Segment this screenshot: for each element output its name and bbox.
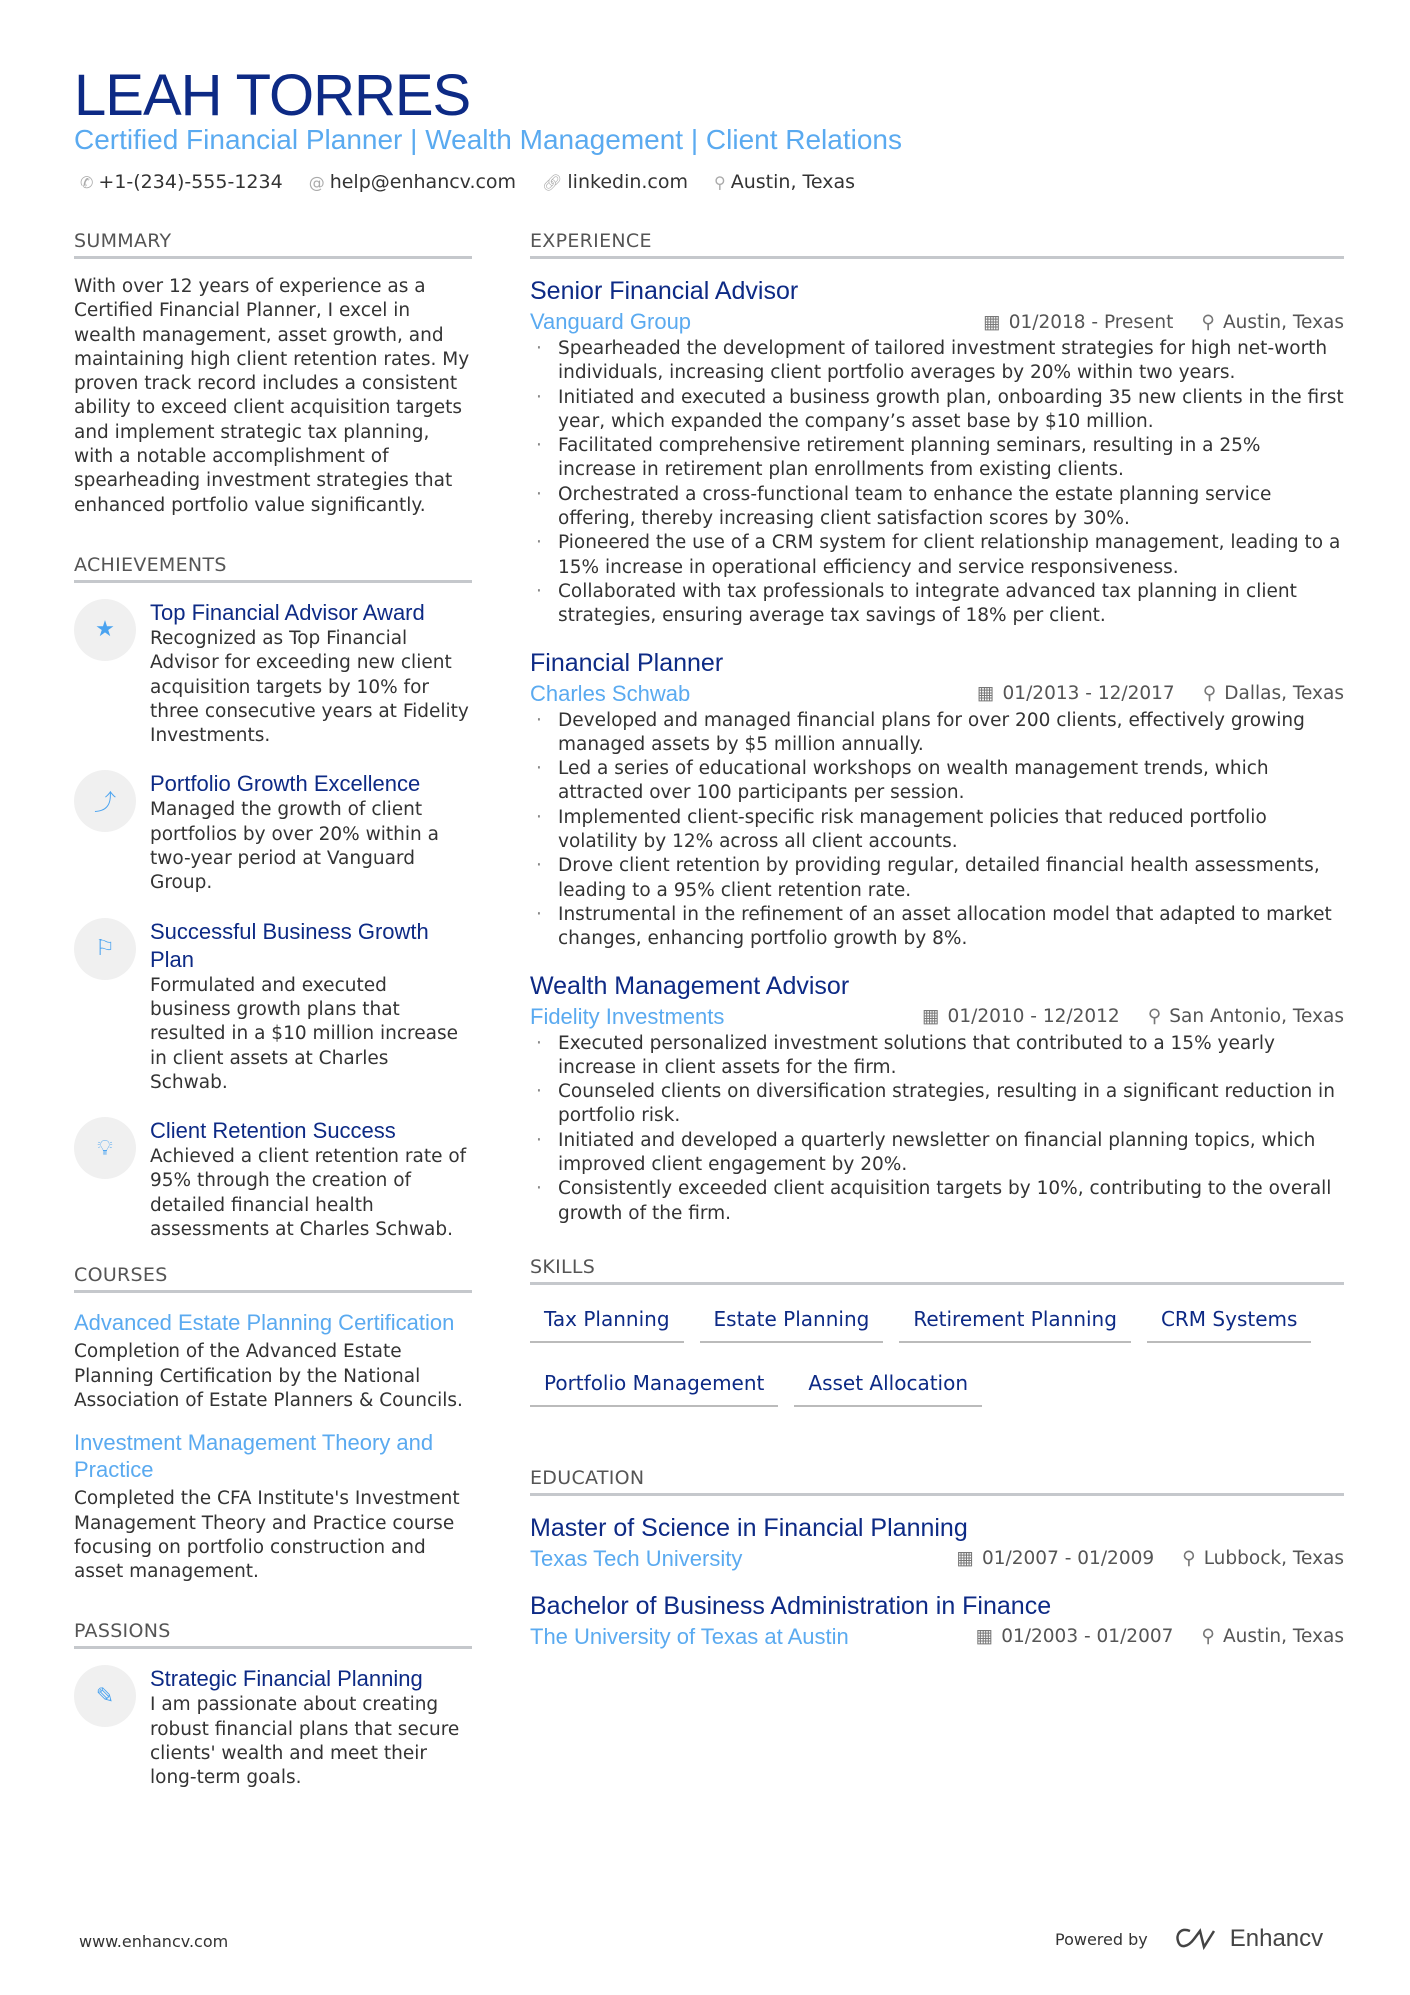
- footer-branding: [1055, 1925, 1323, 1953]
- location-text: Austin, Texas: [1222, 1626, 1344, 1648]
- job-bullet: · Consistently exceeded client acquisition targets by 10%, contributing to the overall growth of the firm.: [530, 1177, 1344, 1226]
- skill-tag: CRM Systems: [1147, 1301, 1311, 1343]
- summary-section: [74, 230, 472, 518]
- job-bullet: · Orchestrated a cross-functional team to enhance the estate planning service offering, thereby increasing client satisfaction scores by 30%.: [530, 483, 1344, 532]
- location-pin-icon: ⚲: [1202, 683, 1217, 705]
- link-text[interactable]: linkedin.com: [567, 171, 689, 193]
- location-text: San Antonio, Texas: [1169, 1006, 1344, 1028]
- skill-tag: Asset Allocation: [794, 1365, 982, 1407]
- location-pin-icon: ⚲: [1201, 1626, 1215, 1648]
- edu-location: [1182, 1548, 1344, 1569]
- location-pin-icon: ⚲: [1201, 311, 1215, 333]
- location-text: Lubbock, Texas: [1203, 1548, 1344, 1570]
- achievement-item: [74, 918, 472, 1095]
- footer-website[interactable]: www.enhancv.com: [79, 1932, 229, 1951]
- job-bullet: · Instrumental in the refinement of an asset allocation model that adapted to market changes, enhancing portfolio growth by 8%.: [530, 903, 1344, 952]
- job-bullet: · Spearheaded the development of tailored investment strategies for high net-worth individuals, increasing client portfolio averages by 20% within two years.: [530, 337, 1344, 386]
- calendar-icon: ▦: [983, 311, 1001, 333]
- course-title: Advanced Estate Planning Certification: [74, 1310, 455, 1336]
- degree-title: Master of Science in Financial Planning: [530, 1513, 968, 1542]
- job-bullet: · Facilitated comprehensive retirement planning seminars, resulting in a 25% increase in retirement plan enrollments from existing clients.: [530, 434, 1344, 483]
- passions-section: [74, 1620, 472, 1790]
- location-text: Austin, Texas: [730, 171, 856, 193]
- flag-icon: ⚐: [74, 918, 136, 980]
- achievement-item: [74, 599, 472, 748]
- job-location: [1203, 683, 1344, 704]
- education-entry: [530, 1512, 1344, 1572]
- edu-dates: [957, 1548, 1155, 1569]
- edu-dates: [976, 1626, 1174, 1647]
- school-name: Texas Tech University: [530, 1545, 743, 1571]
- job-entry: [530, 970, 1344, 1226]
- contact-email[interactable]: [309, 171, 516, 193]
- dates-text: 01/2018 - Present: [1008, 311, 1174, 333]
- dates-text: 01/2007 - 01/2009: [981, 1548, 1155, 1570]
- section-heading: EXPERIENCE: [530, 230, 1344, 259]
- contact-link[interactable]: [542, 171, 688, 193]
- achievement-title: Client Retention Success: [150, 1118, 396, 1144]
- job-dates: [983, 312, 1173, 333]
- course-text: Completed the CFA Institute's Investment Management Theory and Practice course focusing on portfolio construction and asset management.: [74, 1488, 460, 1583]
- section-heading: ACHIEVEMENTS: [74, 554, 472, 583]
- education-entry: [530, 1590, 1344, 1650]
- calendar-icon: ▦: [922, 1006, 940, 1028]
- achievement-text: Managed the growth of client portfolios by over 20% within a two-year period at Vanguard Group.: [150, 799, 439, 894]
- lightbulb-icon: 💡︎: [74, 1117, 136, 1179]
- experience-section: [530, 230, 1344, 1226]
- job-title: Financial Planner: [530, 648, 724, 677]
- achievements-section: [74, 554, 472, 1242]
- job-entry: [530, 275, 1344, 629]
- achievement-item: [74, 770, 472, 895]
- achievement-text: Recognized as Top Financial Advisor for exceeding new client acquisition targets by 10% for three consecutive years at Fidelity Investments.: [150, 627, 469, 747]
- location-text: Austin, Texas: [1222, 311, 1344, 333]
- job-bullet: · Pioneered the use of a CRM system for client relationship management, leading to a 15% increase in operational efficiency and service responsiveness.: [530, 531, 1344, 580]
- location-pin-icon: ⚲: [1147, 1006, 1162, 1028]
- job-bullet: · Collaborated with tax professionals to integrate advanced tax planning in client strategies, ensuring average tax savings of 18% per client.: [530, 580, 1344, 629]
- job-dates: [922, 1006, 1120, 1027]
- powered-by-text: Powered by: [1055, 1929, 1148, 1949]
- skill-tag: Tax Planning: [530, 1301, 684, 1343]
- section-heading: EDUCATION: [530, 1467, 1344, 1496]
- course-text: Completion of the Advanced Estate Planning Certification by the National Association of Estate Planners & Councils.: [74, 1341, 463, 1411]
- at-icon: @: [308, 173, 325, 192]
- achievement-title: Top Financial Advisor Award: [150, 599, 425, 625]
- contact-location: [714, 171, 855, 193]
- passion-item: [74, 1665, 472, 1790]
- summary-text: With over 12 years of experience as a Certified Financial Planner, I excel in wealth management, asset growth, and maintaining high client retention rates. My proven track record includes a consistent ability to exceed client acquisition targets and implement strategic tax planning, with a notable accomplishment of spearheading investment strategies that enhanced portfolio value significantly.: [74, 276, 470, 516]
- candidate-title: Certified Financial Planner | Wealth Management | Client Relations: [74, 124, 902, 155]
- magic-wand-icon: ✎: [74, 1665, 136, 1727]
- job-entry: [530, 647, 1344, 952]
- dates-text: 01/2013 - 12/2017: [1002, 683, 1175, 705]
- job-location: [1148, 1006, 1344, 1027]
- company-name: Fidelity Investments: [530, 1003, 725, 1029]
- dates-text: 01/2003 - 01/2007: [1001, 1626, 1174, 1648]
- achievement-text: Achieved a client retention rate of 95% through the creation of detailed financial health assessments at Charles Schwab.: [150, 1146, 467, 1241]
- job-bullet: · Counseled clients on diversification strategies, resulting in a significant reduction in portfolio risk.: [530, 1080, 1344, 1129]
- email-text[interactable]: help@enhancv.com: [329, 171, 517, 193]
- location-text: Dallas, Texas: [1224, 683, 1344, 705]
- degree-title: Bachelor of Business Administration in Finance: [530, 1591, 1052, 1620]
- calendar-icon: ▦: [956, 1548, 974, 1570]
- achievement-title: Successful Business Growth Plan: [150, 918, 429, 972]
- location-pin-icon: ⚲: [714, 173, 726, 192]
- course-item: [74, 1309, 472, 1413]
- company-name: Vanguard Group: [530, 309, 692, 334]
- job-title: Senior Financial Advisor: [530, 277, 799, 305]
- job-bullet: · Implemented client-specific risk management policies that reduced portfolio volatility by 12% across all client accounts.: [530, 806, 1344, 855]
- achievement-item: [74, 1117, 472, 1242]
- passion-title: Strategic Financial Planning: [150, 1666, 423, 1692]
- job-bullet: · Executed personalized investment solutions that contributed to a 15% yearly increase in client assets for the firm.: [530, 1032, 1344, 1081]
- job-bullet: · Drove client retention by providing regular, detailed financial health assessments, leading to a 95% client retention rate.: [530, 854, 1344, 903]
- right-column: [530, 230, 1344, 1668]
- job-dates: [977, 683, 1175, 704]
- passion-text: I am passionate about creating robust financial plans that secure clients' wealth and meet their long-term goals.: [150, 1694, 460, 1789]
- strategy-icon: ⤴: [74, 770, 136, 832]
- section-heading: SKILLS: [530, 1256, 1344, 1285]
- section-heading: COURSES: [74, 1264, 472, 1293]
- achievement-text: Formulated and executed business growth plans that resulted in a $10 million increase in client assets at Charles Schwab.: [150, 974, 458, 1093]
- job-bullet: · Developed and managed financial plans for over 200 clients, effectively growing managed assets by $5 million annually.: [530, 709, 1344, 758]
- achievement-title: Portfolio Growth Excellence: [150, 771, 421, 797]
- star-icon: ★: [74, 599, 136, 661]
- job-location: [1201, 312, 1344, 333]
- skill-tag: Portfolio Management: [530, 1365, 778, 1407]
- section-heading: PASSIONS: [74, 1620, 472, 1649]
- calendar-icon: ▦: [977, 683, 995, 705]
- job-bullet: · Initiated and developed a quarterly newsletter on financial planning topics, which improved client engagement by 20%.: [530, 1129, 1344, 1178]
- left-column: [74, 230, 472, 1813]
- course-title: Investment Management Theory and Practice: [74, 1430, 434, 1483]
- phone-icon: ✆: [80, 173, 94, 192]
- skill-tag: Retirement Planning: [899, 1301, 1131, 1343]
- candidate-name: LEAH TORRES: [74, 63, 471, 128]
- job-title: Wealth Management Advisor: [530, 971, 850, 1000]
- course-item: [74, 1429, 472, 1584]
- education-section: [530, 1467, 1344, 1650]
- enhancv-logo-icon: [1174, 1927, 1220, 1951]
- contact-phone: [80, 171, 283, 193]
- brand-name: Enhancv: [1229, 1925, 1324, 1952]
- calendar-icon: ▦: [975, 1626, 994, 1648]
- edu-location: [1201, 1626, 1344, 1647]
- section-heading: SUMMARY: [74, 230, 472, 259]
- phone-text: +1-(234)-555-1234: [98, 171, 283, 193]
- job-bullet: · Initiated and executed a business growth plan, onboarding 35 new clients in the first year, which expanded the company’s asset base by $10 million.: [530, 386, 1344, 435]
- school-name: The University of Texas at Austin: [530, 1623, 849, 1649]
- dates-text: 01/2010 - 12/2012: [947, 1006, 1120, 1028]
- job-bullet: · Led a series of educational workshops on wealth management trends, which attracted over 100 participants per session.: [530, 757, 1344, 806]
- skill-tag: Estate Planning: [700, 1301, 884, 1343]
- link-icon: 🔗︎: [542, 173, 563, 192]
- contact-bar: [80, 171, 855, 193]
- company-name: Charles Schwab: [530, 680, 691, 706]
- location-pin-icon: ⚲: [1182, 1548, 1196, 1570]
- skills-section: [530, 1256, 1344, 1429]
- courses-section: [74, 1264, 472, 1584]
